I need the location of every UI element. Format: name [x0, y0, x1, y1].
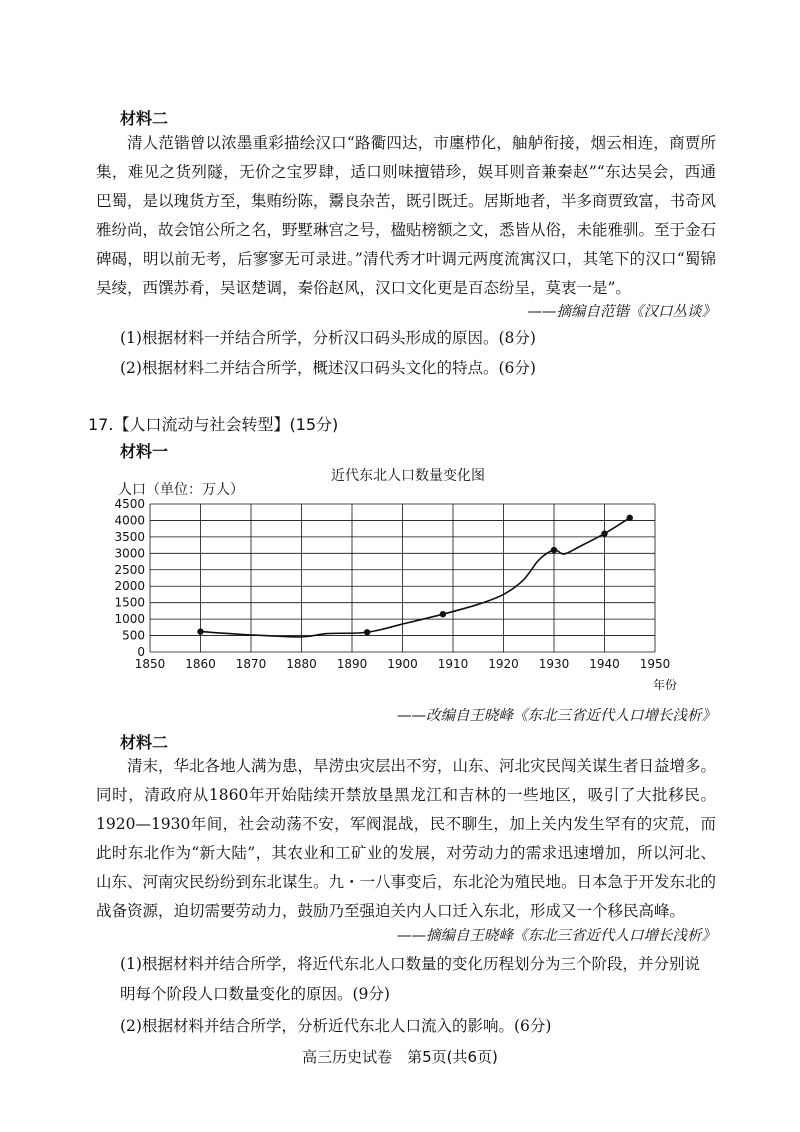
- material2-top-text: 清人范锴曾以浓墨重彩描绘汉口“路衢四达，市廛栉化，舳舻衔接，烟云相连，商贾所集，难见之货列隧，无价之宝罗肆，适口则味擅错珍，娱耳则音兼秦赵”“东达吴会，西通巴蜀，是以瑰货方至，集贿纷陈，鬻良杂苦，既引既迁。居斯地者，半多商贾致富，书奇风雅纷尚，故会馆公所之名，野墅琳宫之号，楹贴榜额之文，悉皆从俗，未能雅驯。至于金石碑碣，明以前无考，后寥寥无可录进。”清代秀才叶调元两度流寓汉口，其笔下的汉口“蜀锦吴绫，西馔苏肴，吴讴楚调，秦俗赵风，汉口文化更是百态纷呈，莫衷一是”。: [96, 134, 717, 297]
- x-tick-label: 1880: [286, 657, 317, 671]
- chart-x-axis-label: 年份: [652, 678, 678, 692]
- chart-y-ticks: [114, 497, 145, 659]
- q17-header: 17.【人口流动与社会转型】(15分): [88, 415, 339, 434]
- q17-sub2: (2)根据材料并结合所学，分析近代东北人口流入的影响。(6分): [120, 1017, 552, 1035]
- chart-x-ticks: [135, 657, 671, 671]
- x-tick-label: 1850: [134, 657, 166, 671]
- x-tick-label: 1940: [589, 657, 620, 671]
- x-tick-label: 1930: [538, 657, 570, 671]
- x-tick-label: 1870: [235, 657, 267, 671]
- data-point: [440, 611, 446, 617]
- y-tick-label: 1500: [114, 595, 145, 610]
- y-tick-label: 0: [137, 645, 145, 659]
- y-tick-label: 4500: [114, 497, 145, 511]
- q17-material2-heading: 材料二: [120, 733, 169, 752]
- q16-sub2: (2)根据材料二并结合所学，概述汉口码头文化的特点。(6分): [120, 359, 536, 377]
- data-point: [627, 515, 633, 521]
- q16-sub1: (1)根据材料一并结合所学，分析汉口码头形成的原因。(8分): [120, 329, 536, 347]
- y-tick-label: 2000: [114, 579, 145, 594]
- material2-top-source: ——摘编自范锴《汉口丛谈》: [527, 304, 716, 320]
- q17-sub1: (1)根据材料并结合所学，将近代东北人口数量的变化历程划分为三个阶段，并分别说明每个阶段人口数量变化的原因。(9分): [120, 955, 700, 1003]
- x-tick-label: 1910: [437, 657, 469, 671]
- y-tick-label: 3000: [114, 546, 145, 561]
- y-tick-label: 2500: [114, 562, 145, 577]
- x-tick-label: 1890: [336, 657, 368, 671]
- y-tick-label: 4000: [114, 513, 145, 528]
- x-tick-label: 1950: [639, 657, 671, 671]
- y-tick-label: 500: [122, 628, 145, 643]
- page-footer: 高三历史试卷 第5页(共6页): [302, 1048, 498, 1066]
- data-point: [197, 628, 203, 634]
- x-tick-label: 1860: [185, 657, 216, 671]
- data-point: [551, 547, 557, 553]
- population-chart: [0, 464, 800, 694]
- chart-title: 近代东北人口数量变化图: [331, 468, 485, 484]
- q17-material2-text: 清末，华北各地人满为患，旱涝虫灾层出不穷，山东、河北灾民闯关谋生者日益增多。同时，清政府从1860年开始陆续开禁放垦黑龙江和吉林的一些地区，吸引了大批移民。1920—1930年间，社会动荡不安，军阀混战，民不聊生，加上关内发生罕有的灾荒，而此时东北作为“新大陆”，其农业和工矿业的发展，对劳动力的需求迅速增加，所以河北、山东、河南灾民纷纷到东北谋生。九・一八事变后，东北沦为殖民地。日本急于开发东北的战备资源，迫切需要劳动力，鼓励乃至强迫关内人口迁入东北，形成又一个移民高峰。: [96, 757, 717, 920]
- chart-grid: [150, 504, 655, 652]
- chart-y-axis-label: 人口（单位：万人）: [118, 482, 244, 498]
- q17-material1-heading: 材料一: [120, 442, 169, 461]
- data-point: [364, 629, 370, 635]
- chart-data-points: [197, 515, 633, 636]
- x-tick-label: 1920: [488, 657, 519, 671]
- material2-top-heading: 材料二: [120, 109, 169, 128]
- q17-material2-source: ——摘编自王晓峰《东北三省近代人口增长浅析》: [397, 928, 716, 944]
- y-tick-label: 3500: [114, 529, 145, 544]
- x-tick-label: 1900: [387, 657, 418, 671]
- y-tick-label: 1000: [114, 612, 145, 627]
- data-point: [601, 530, 607, 536]
- chart-source: ——改编自王晓峰《东北三省近代人口增长浅析》: [397, 708, 716, 724]
